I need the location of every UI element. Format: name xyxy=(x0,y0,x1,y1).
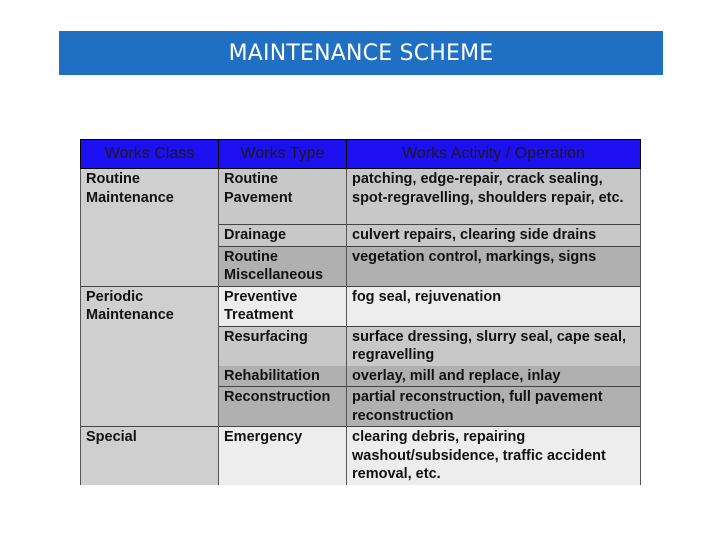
works-activity-cell: fog seal, rejuvenation xyxy=(347,286,641,326)
table-row xyxy=(81,366,641,387)
works-type-cell: Reconstruction xyxy=(219,387,347,427)
header-works-class: Works Class xyxy=(81,140,219,169)
table-row xyxy=(81,246,641,286)
table-row xyxy=(81,326,641,366)
header-row xyxy=(81,140,641,169)
works-activity-cell: patching, edge-repair, crack sealing, spot-regravelling, shoulders repair, etc. xyxy=(347,169,641,225)
works-activity-cell: vegetation control, markings, signs xyxy=(347,246,641,286)
table-row xyxy=(81,387,641,427)
works-class-cell xyxy=(81,326,219,366)
works-type-cell: Rehabilitation xyxy=(219,366,347,387)
header-works-activity: Works Activity / Operation xyxy=(347,140,641,169)
slide-title-text: MAINTENANCE SCHEME xyxy=(228,40,494,66)
works-class-cell: Special xyxy=(81,427,219,485)
works-type-cell: Preventive Treatment xyxy=(219,286,347,326)
maintenance-table xyxy=(80,139,640,482)
works-type-cell: Routine Pavement xyxy=(219,169,347,225)
table-row xyxy=(81,169,641,225)
works-class-cell xyxy=(81,387,219,427)
works-activity-cell: overlay, mill and replace, inlay xyxy=(347,366,641,387)
works-class-cell: Periodic Maintenance xyxy=(81,286,219,326)
works-class-cell xyxy=(81,246,219,286)
scheme-table xyxy=(80,139,641,485)
works-type-cell: Emergency xyxy=(219,427,347,485)
works-class-cell: Routine Maintenance xyxy=(81,169,219,225)
works-activity-cell: partial reconstruction, full pavement reconstruction xyxy=(347,387,641,427)
works-activity-cell: surface dressing, slurry seal, cape seal, regravelling xyxy=(347,326,641,366)
works-type-cell: Resurfacing xyxy=(219,326,347,366)
works-type-cell: Drainage xyxy=(219,225,347,247)
table-row xyxy=(81,427,641,485)
works-class-cell xyxy=(81,366,219,387)
table-row xyxy=(81,286,641,326)
works-class-cell xyxy=(81,225,219,247)
works-activity-cell: clearing debris, repairing washout/subsidence, traffic accident removal, etc. xyxy=(347,427,641,485)
slide-title xyxy=(59,31,663,75)
works-activity-cell: culvert repairs, clearing side drains xyxy=(347,225,641,247)
table-row xyxy=(81,225,641,247)
works-type-cell: Routine Miscellaneous xyxy=(219,246,347,286)
header-works-type: Works Type xyxy=(219,140,347,169)
